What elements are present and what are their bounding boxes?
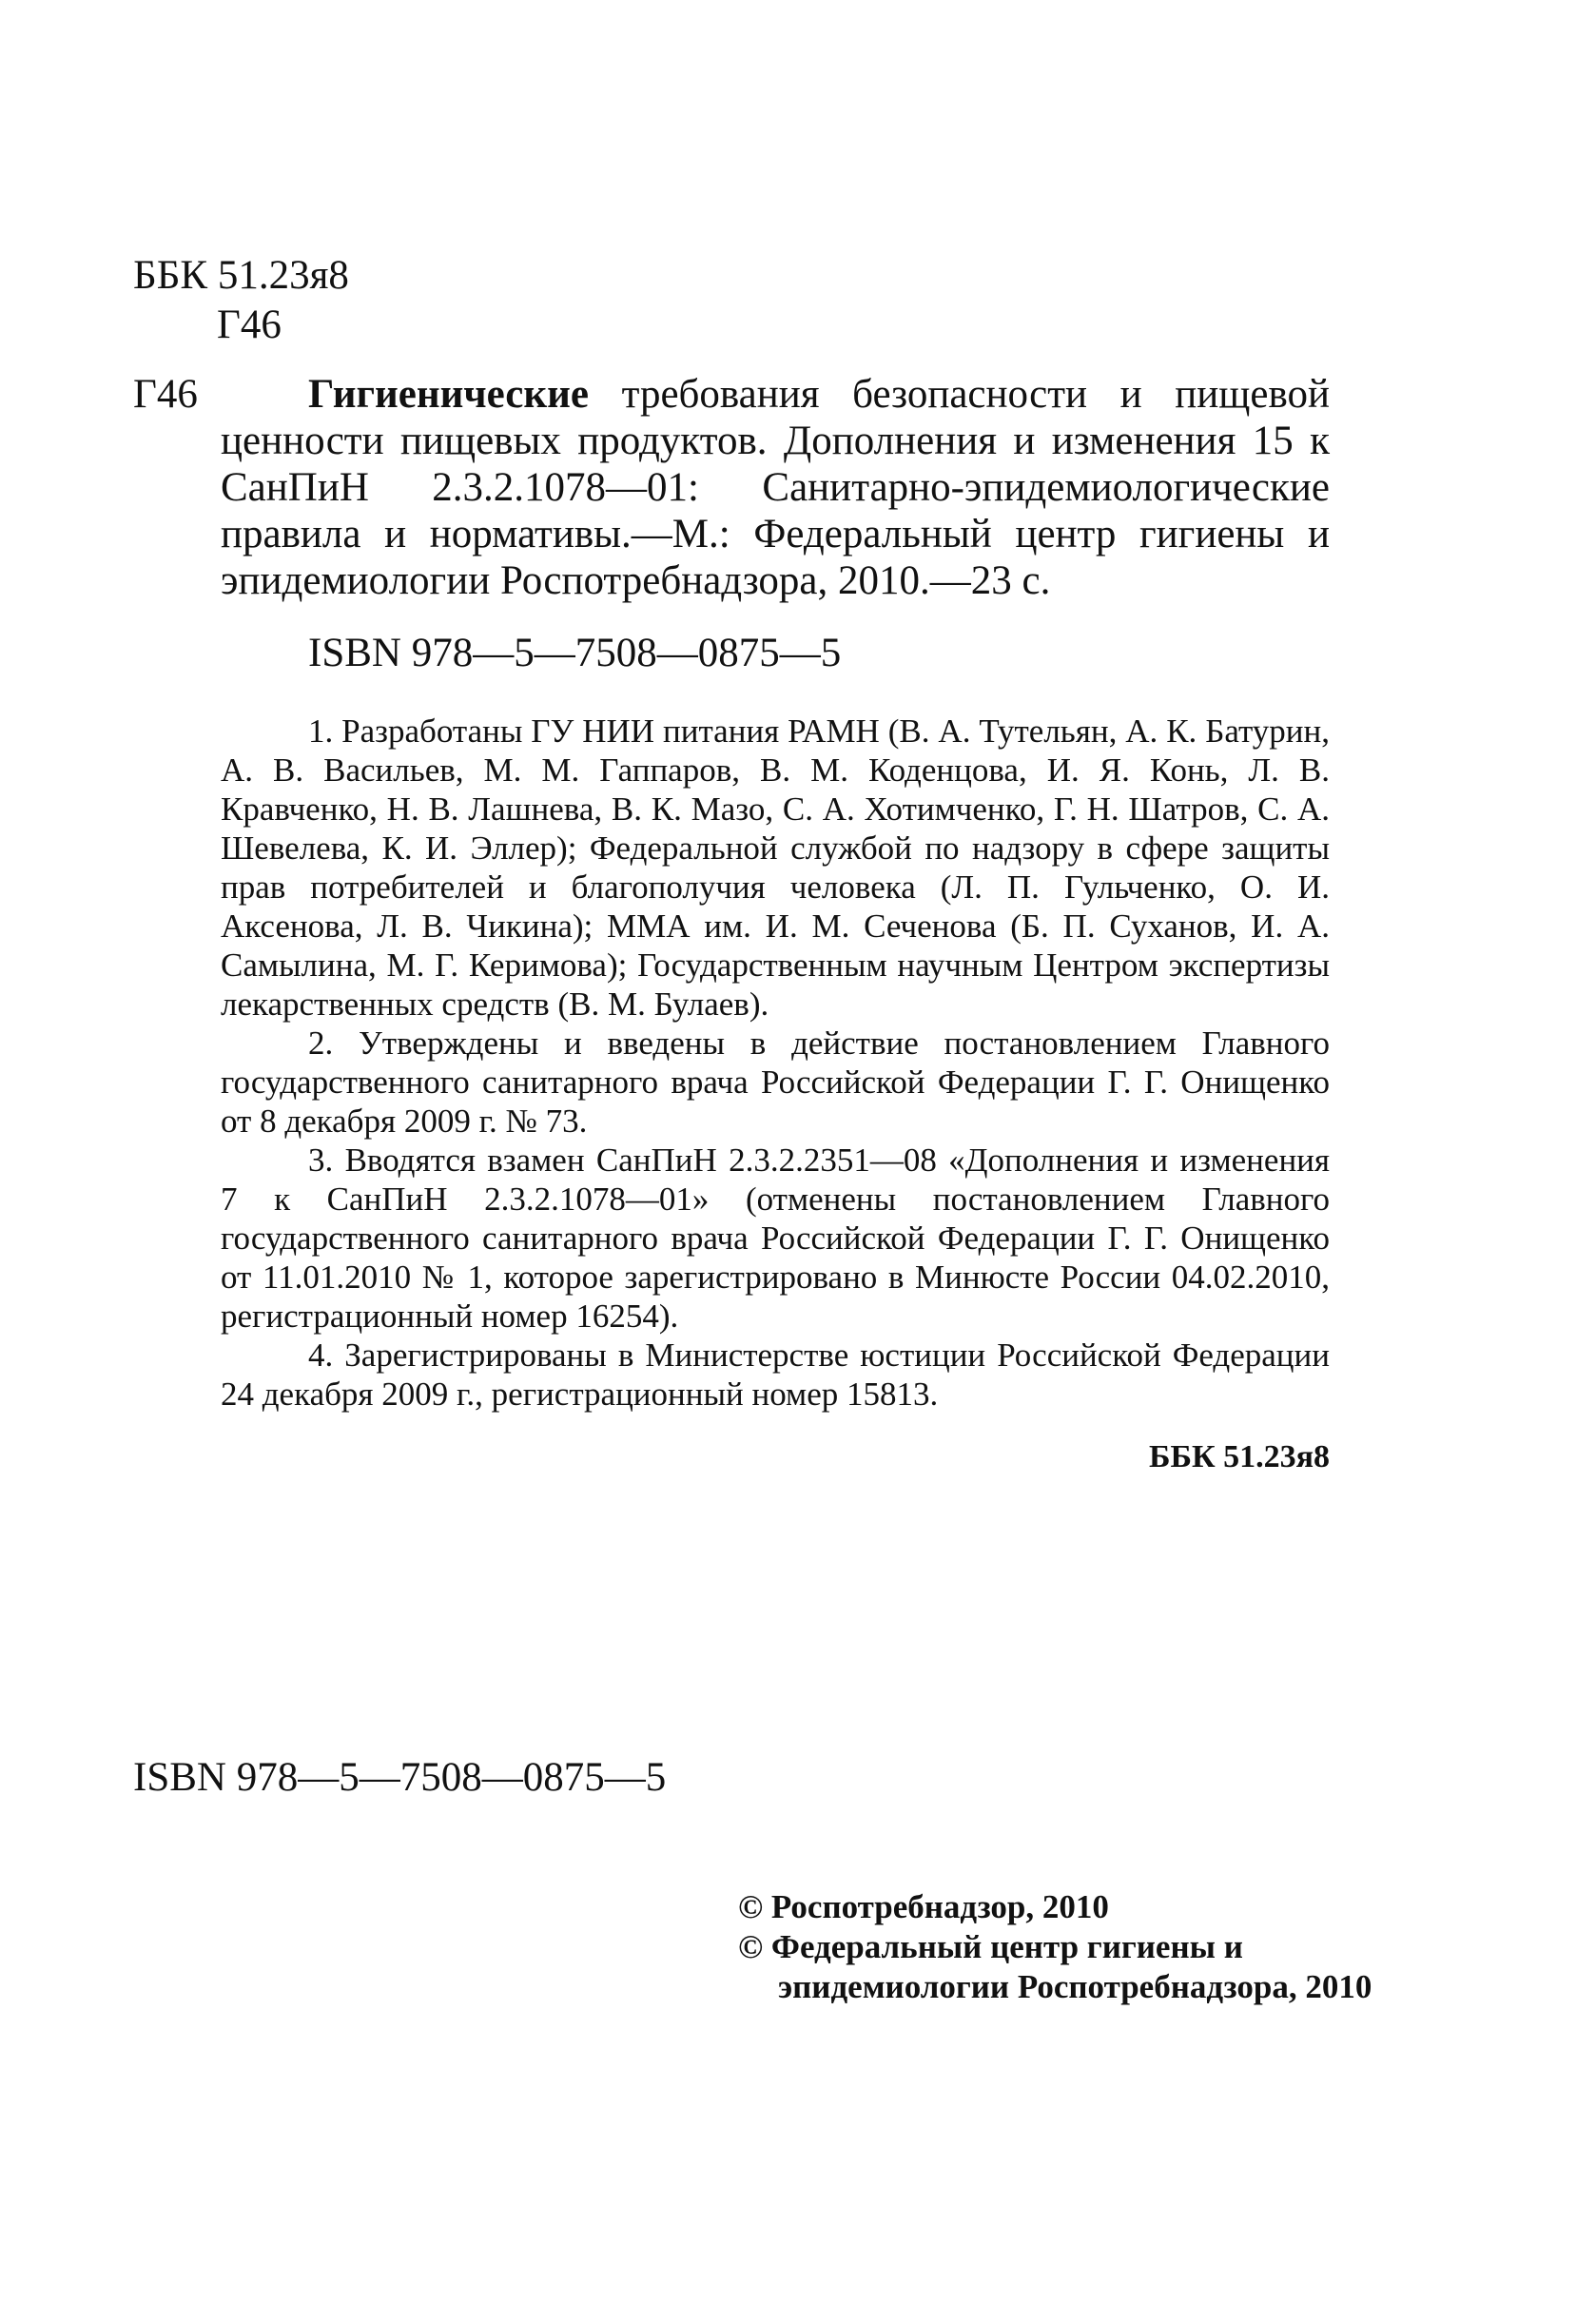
bbk-index: ББК 51.23я8: [133, 253, 349, 298]
entry-title: Гигиенические: [308, 372, 590, 417]
note-paragraph: 3. Вводятся взамен СанПиН 2.3.2.2351—08 «Дополнения и изменения 7 к СанПиН 2.3.2.1078—01» (отменены постановлением Главного государственного санитарного врача Российской Федерации Г. Г. Онищенко от 11.01.2010 № 1, которое зарегистрировано в Минюсте России 04.02.2010, регистрационный номер 16254).: [221, 1142, 1330, 1335]
notes-section: [221, 712, 1330, 1414]
entry-author-mark: Г46: [133, 372, 198, 417]
copyright-line: эпидемиологии Роспотребнадзора, 2010: [778, 1968, 1372, 2005]
author-mark: Г46: [217, 303, 282, 347]
copyright-line: © Роспотребнадзор, 2010: [738, 1888, 1109, 1925]
copyright-block: [738, 1887, 1404, 2007]
bibliographic-entry: [221, 371, 1330, 604]
note-paragraph: 2. Утверждены и введены в действие постановлением Главного государственного санитарного врача Российской Федерации Г. Г. Онищенко от 8 декабря 2009 г. № 73.: [221, 1025, 1330, 1140]
entry-description: требования безопасности и пищевой ценности пищевых продуктов. Дополнения и изменения 15 к СанПиН 2.3.2.1078—01: Санитарно-эпидемиологические правила и нормативы.—М.: Федеральный центр гигиены и эпидемиологии Роспотребнадзора, 2010.—23 с.: [221, 372, 1330, 603]
isbn-line: ISBN 978—5—7508—0875—5: [308, 631, 842, 675]
bbk-index-bottom: ББК 51.23я8: [1148, 1439, 1330, 1474]
note-paragraph: 1. Разработаны ГУ НИИ питания РАМН (В. А. Тутельян, А. К. Батурин, А. В. Васильев, М. М. Гаппаров, В. М. Коденцова, И. Я. Конь, Л. В. Кравченко, Н. В. Лашнева, В. К. Мазо, С. А. Хотимченко, Г. Н. Шатров, С. А. Шевелева, К. И. Эллер); Федеральной службой по надзору в сфере защиты прав потребителей и благополучия человека (Л. П. Гульченко, О. И. Аксенова, Л. В. Чикина); ММА им. И. М. Сеченова (Б. П. Суханов, И. А. Самылина, М. Г. Керимова); Государственным научным Центром экспертизы лекарственных средств (В. М. Булаев).: [221, 712, 1330, 1023]
note-paragraph: 4. Зарегистрированы в Министерстве юстиции Российской Федерации 24 декабря 2009 г., регистрационный номер 15813.: [221, 1337, 1330, 1413]
copyright-line: © Федеральный центр гигиены и: [738, 1928, 1243, 1965]
isbn-bottom: ISBN 978—5—7508—0875—5: [133, 1755, 667, 1800]
